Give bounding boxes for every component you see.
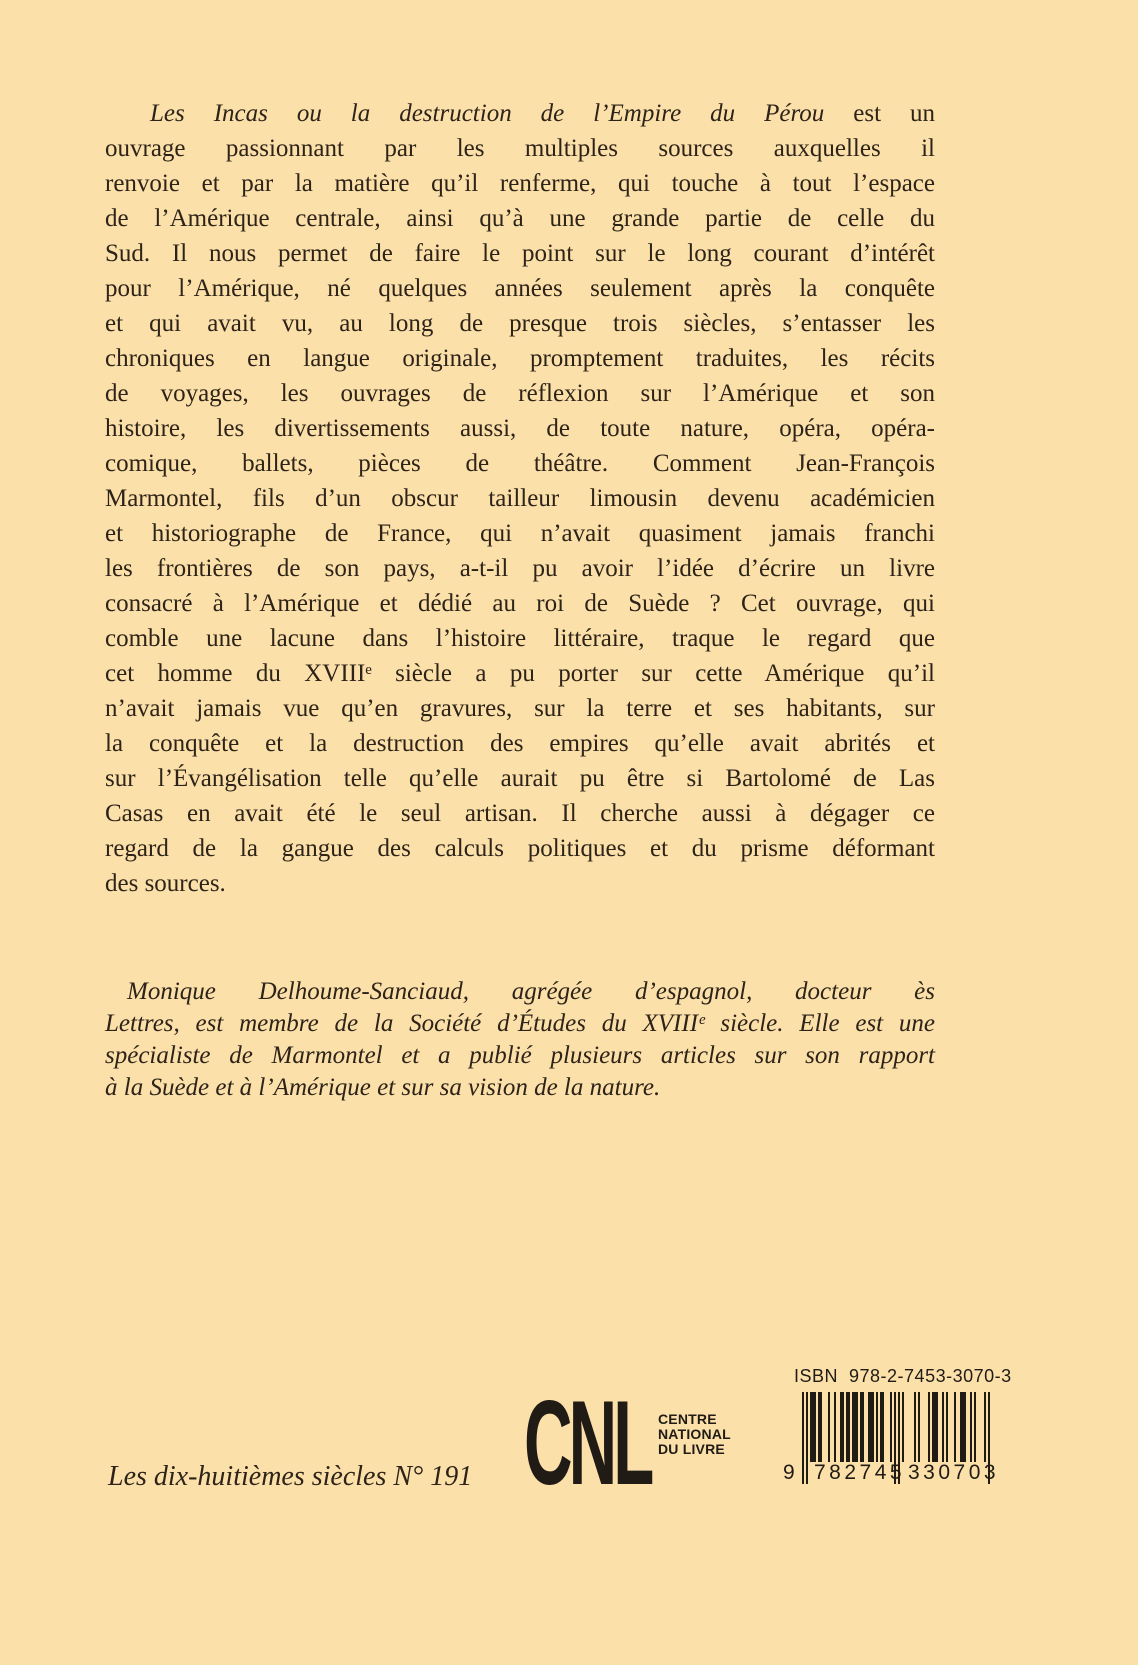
author-bio-line: à la Suède et à l’Amérique et sur sa vision de la nature. [105, 1074, 661, 1101]
synopsis-line: n’avait jamais vue qu’en gravures, sur la terre et ses habitants, sur [105, 695, 935, 722]
cnl-logo [524, 1376, 731, 1510]
synopsis-line: comble une lacune dans l’histoire littéraire, traque le regard que [105, 625, 935, 652]
synopsis-lines [105, 131, 935, 901]
cnl-wordmark-line: CENTRE [658, 1411, 717, 1427]
author-bio-lines [105, 976, 935, 1104]
synopsis-line: de voyages, les ouvrages de réflexion sur l’Amérique et son [105, 380, 935, 407]
author-bio-line: Lettres, est membre de la Société d’Études du XVIIIᵉ siècle. Elle est une [105, 1010, 935, 1037]
cnl-wordmark-line: NATIONAL [658, 1426, 731, 1442]
cnl-acronym: CNL [524, 1376, 651, 1510]
author-bio-line: Monique Delhoume-Sanciaud, agrégée d’espagnol, docteur ès [127, 978, 935, 1005]
isbn-block [783, 1366, 1012, 1484]
synopsis-line: Sud. Il nous permet de faire le point sur le long courant d’intérêt [105, 240, 935, 267]
synopsis-line: la conquête et la destruction des empires qu’elle avait abrités et [105, 730, 935, 757]
barcode-first-digit: 9 [783, 1461, 795, 1484]
barcode-right-digits: 330703 [908, 1461, 1000, 1484]
synopsis-line: Casas en avait été le seul artisan. Il cherche aussi à dégager ce [105, 800, 935, 827]
synopsis-line: des sources. [105, 870, 226, 897]
synopsis-line: regard de la gangue des calculs politiques et du prisme déformant [105, 835, 935, 862]
cnl-wordmark-line: DU LIVRE [658, 1441, 725, 1457]
collection-series-label: Les dix-huitièmes siècles N° 191 [108, 1461, 473, 1492]
author-bio-line: spécialiste de Marmontel et a publié plusieurs articles sur son rapport [105, 1042, 935, 1069]
synopsis-line: et qui avait vu, au long de presque trois siècles, s’entasser les [105, 310, 935, 337]
synopsis-line: pour l’Amérique, né quelques années seulement après la conquête [105, 275, 935, 302]
synopsis-line: cet homme du XVIIIᵉ siècle a pu porter sur cette Amérique qu’il [105, 660, 935, 687]
synopsis-paragraph [105, 96, 935, 901]
synopsis-first-line [105, 96, 935, 131]
barcode-left-digits: 782745 [814, 1461, 906, 1484]
cnl-acronym-wrap [524, 1376, 658, 1510]
synopsis-line: histoire, les divertissements aussi, de toute nature, opéra, opéra- [105, 415, 935, 442]
synopsis-line: et historiographe de France, qui n’avait quasiment jamais franchi [105, 520, 935, 547]
synopsis-line: consacré à l’Amérique et dédié au roi de Suède ? Cet ouvrage, qui [105, 590, 935, 617]
author-bio-paragraph [105, 976, 935, 1104]
synopsis-line: chroniques en langue originale, promptement traduites, les récits [105, 345, 935, 372]
barcode [783, 1392, 1000, 1484]
synopsis-line: Marmontel, fils d’un obscur tailleur limousin devenu académicien [105, 485, 935, 512]
synopsis-line: les frontières de son pays, a-t-il pu avoir l’idée d’écrire un livre [105, 555, 935, 582]
book-title: Les Incas ou la destruction de l’Empire du Pérou [150, 100, 825, 127]
synopsis-line: de l’Amérique centrale, ainsi qu’à une grande partie de celle du [105, 205, 935, 232]
synopsis-first-line-rest: est un [853, 100, 935, 127]
synopsis-line: sur l’Évangélisation telle qu’elle aurait pu être si Bartolomé de Las [105, 765, 935, 792]
isbn-label: ISBN 978-2-7453-3070-3 [794, 1366, 1012, 1386]
synopsis-line: ouvrage passionnant par les multiples sources auxquelles il [105, 135, 935, 162]
synopsis-line: comique, ballets, pièces de théâtre. Comment Jean-François [105, 450, 935, 477]
cnl-wordmark [658, 1412, 731, 1490]
synopsis-line: renvoie et par la matière qu’il renferme, qui touche à tout l’espace [105, 170, 935, 197]
